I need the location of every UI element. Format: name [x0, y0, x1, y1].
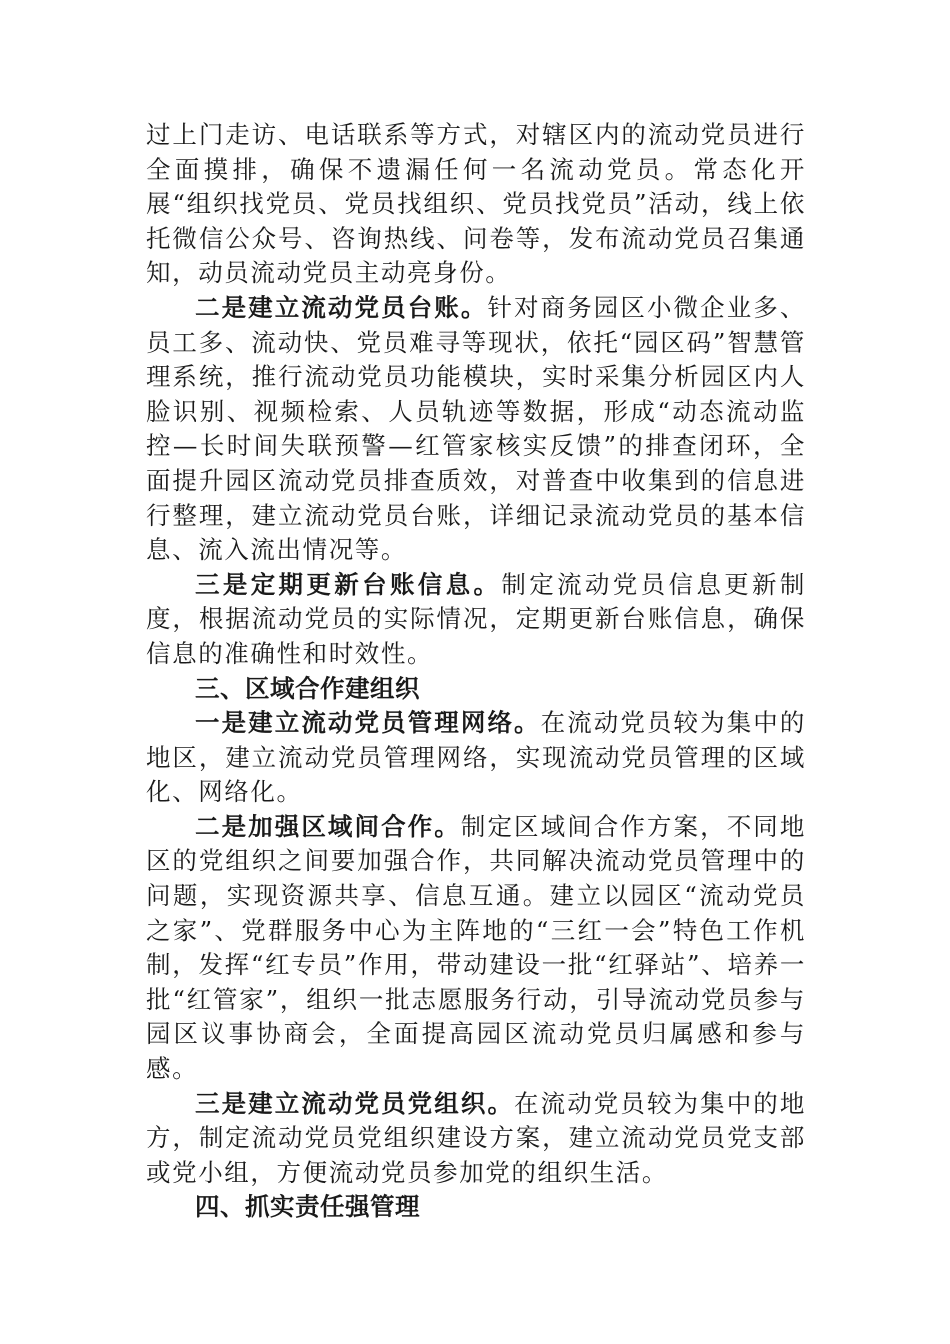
paragraph-lead: 一是建立流动党员管理网络。 — [195, 708, 541, 738]
paragraph-organization — [146, 1087, 806, 1191]
paragraph-cooperation — [146, 810, 806, 1087]
document-page — [146, 118, 806, 1225]
paragraph-lead: 二是建立流动党员台账。 — [195, 292, 488, 322]
section-heading-4: 四、抓实责任强管理 — [195, 1192, 420, 1222]
paragraph-network — [146, 706, 806, 810]
paragraph-body: 在流动党员较为集中的地区，建立流动党员管理网络，实现流动党员管理的区域化、网络化。 — [146, 708, 806, 807]
section-heading-3: 三、区域合作建组织 — [195, 673, 420, 703]
paragraph-update — [146, 568, 806, 672]
paragraph-body: 制定流动党员信息更新制度，根据流动党员的实际情况，定期更新台账信息，确保信息的准确性和时效性。 — [146, 569, 806, 668]
paragraph-body: 针对商务园区小微企业多、员工多、流动快、党员难寻等现状，依托“园区码”智慧管理系统，推行流动党员功能模块，实时采集分析园区内人脸识别、视频检索、人员轨迹等数据，形成“动态流动监控—长时间失联预警—红管家核实反馈”的排查闭环，全面提升园区流动党员排查质效，对普查中收集到的信息进行整理，建立流动党员台账，详细记录流动党员的基本信息、流入流出情况等。 — [146, 292, 806, 565]
paragraph-lead: 三是定期更新台账信息。 — [195, 569, 502, 599]
paragraph-lead: 三是建立流动党员党组织。 — [195, 1088, 515, 1118]
paragraph-body: 制定区域间合作方案，不同地区的党组织之间要加强合作，共同解决流动党员管理中的问题，实现资源共享、信息互通。建立以园区“流动党员之家”、党群服务中心为主阵地的“三红一会”特色工作机制，发挥“红专员”作用，带动建设一批“红驿站”、培养一批“红管家”，组织一批志愿服务行动，引导流动党员参与园区议事协商会，全面提高园区流动党员归属感和参与感。 — [146, 811, 806, 1084]
paragraph-ledger — [146, 291, 806, 568]
paragraph-continued: 过上门走访、电话联系等方式，对辖区内的流动党员进行全面摸排，确保不遗漏任何一名流动党员。常态化开展“组织找党员、党员找组织、党员找党员”活动，线上依托微信公众号、咨询热线、问卷等，发布流动党员召集通知，动员流动党员主动亮身份。 — [146, 120, 806, 288]
paragraph-lead: 二是加强区域间合作。 — [195, 811, 461, 841]
paragraph-body: 在流动党员较为集中的地方，制定流动党员党组织建设方案，建立流动党员党支部或党小组，方便流动党员参加党的组织生活。 — [146, 1088, 806, 1187]
